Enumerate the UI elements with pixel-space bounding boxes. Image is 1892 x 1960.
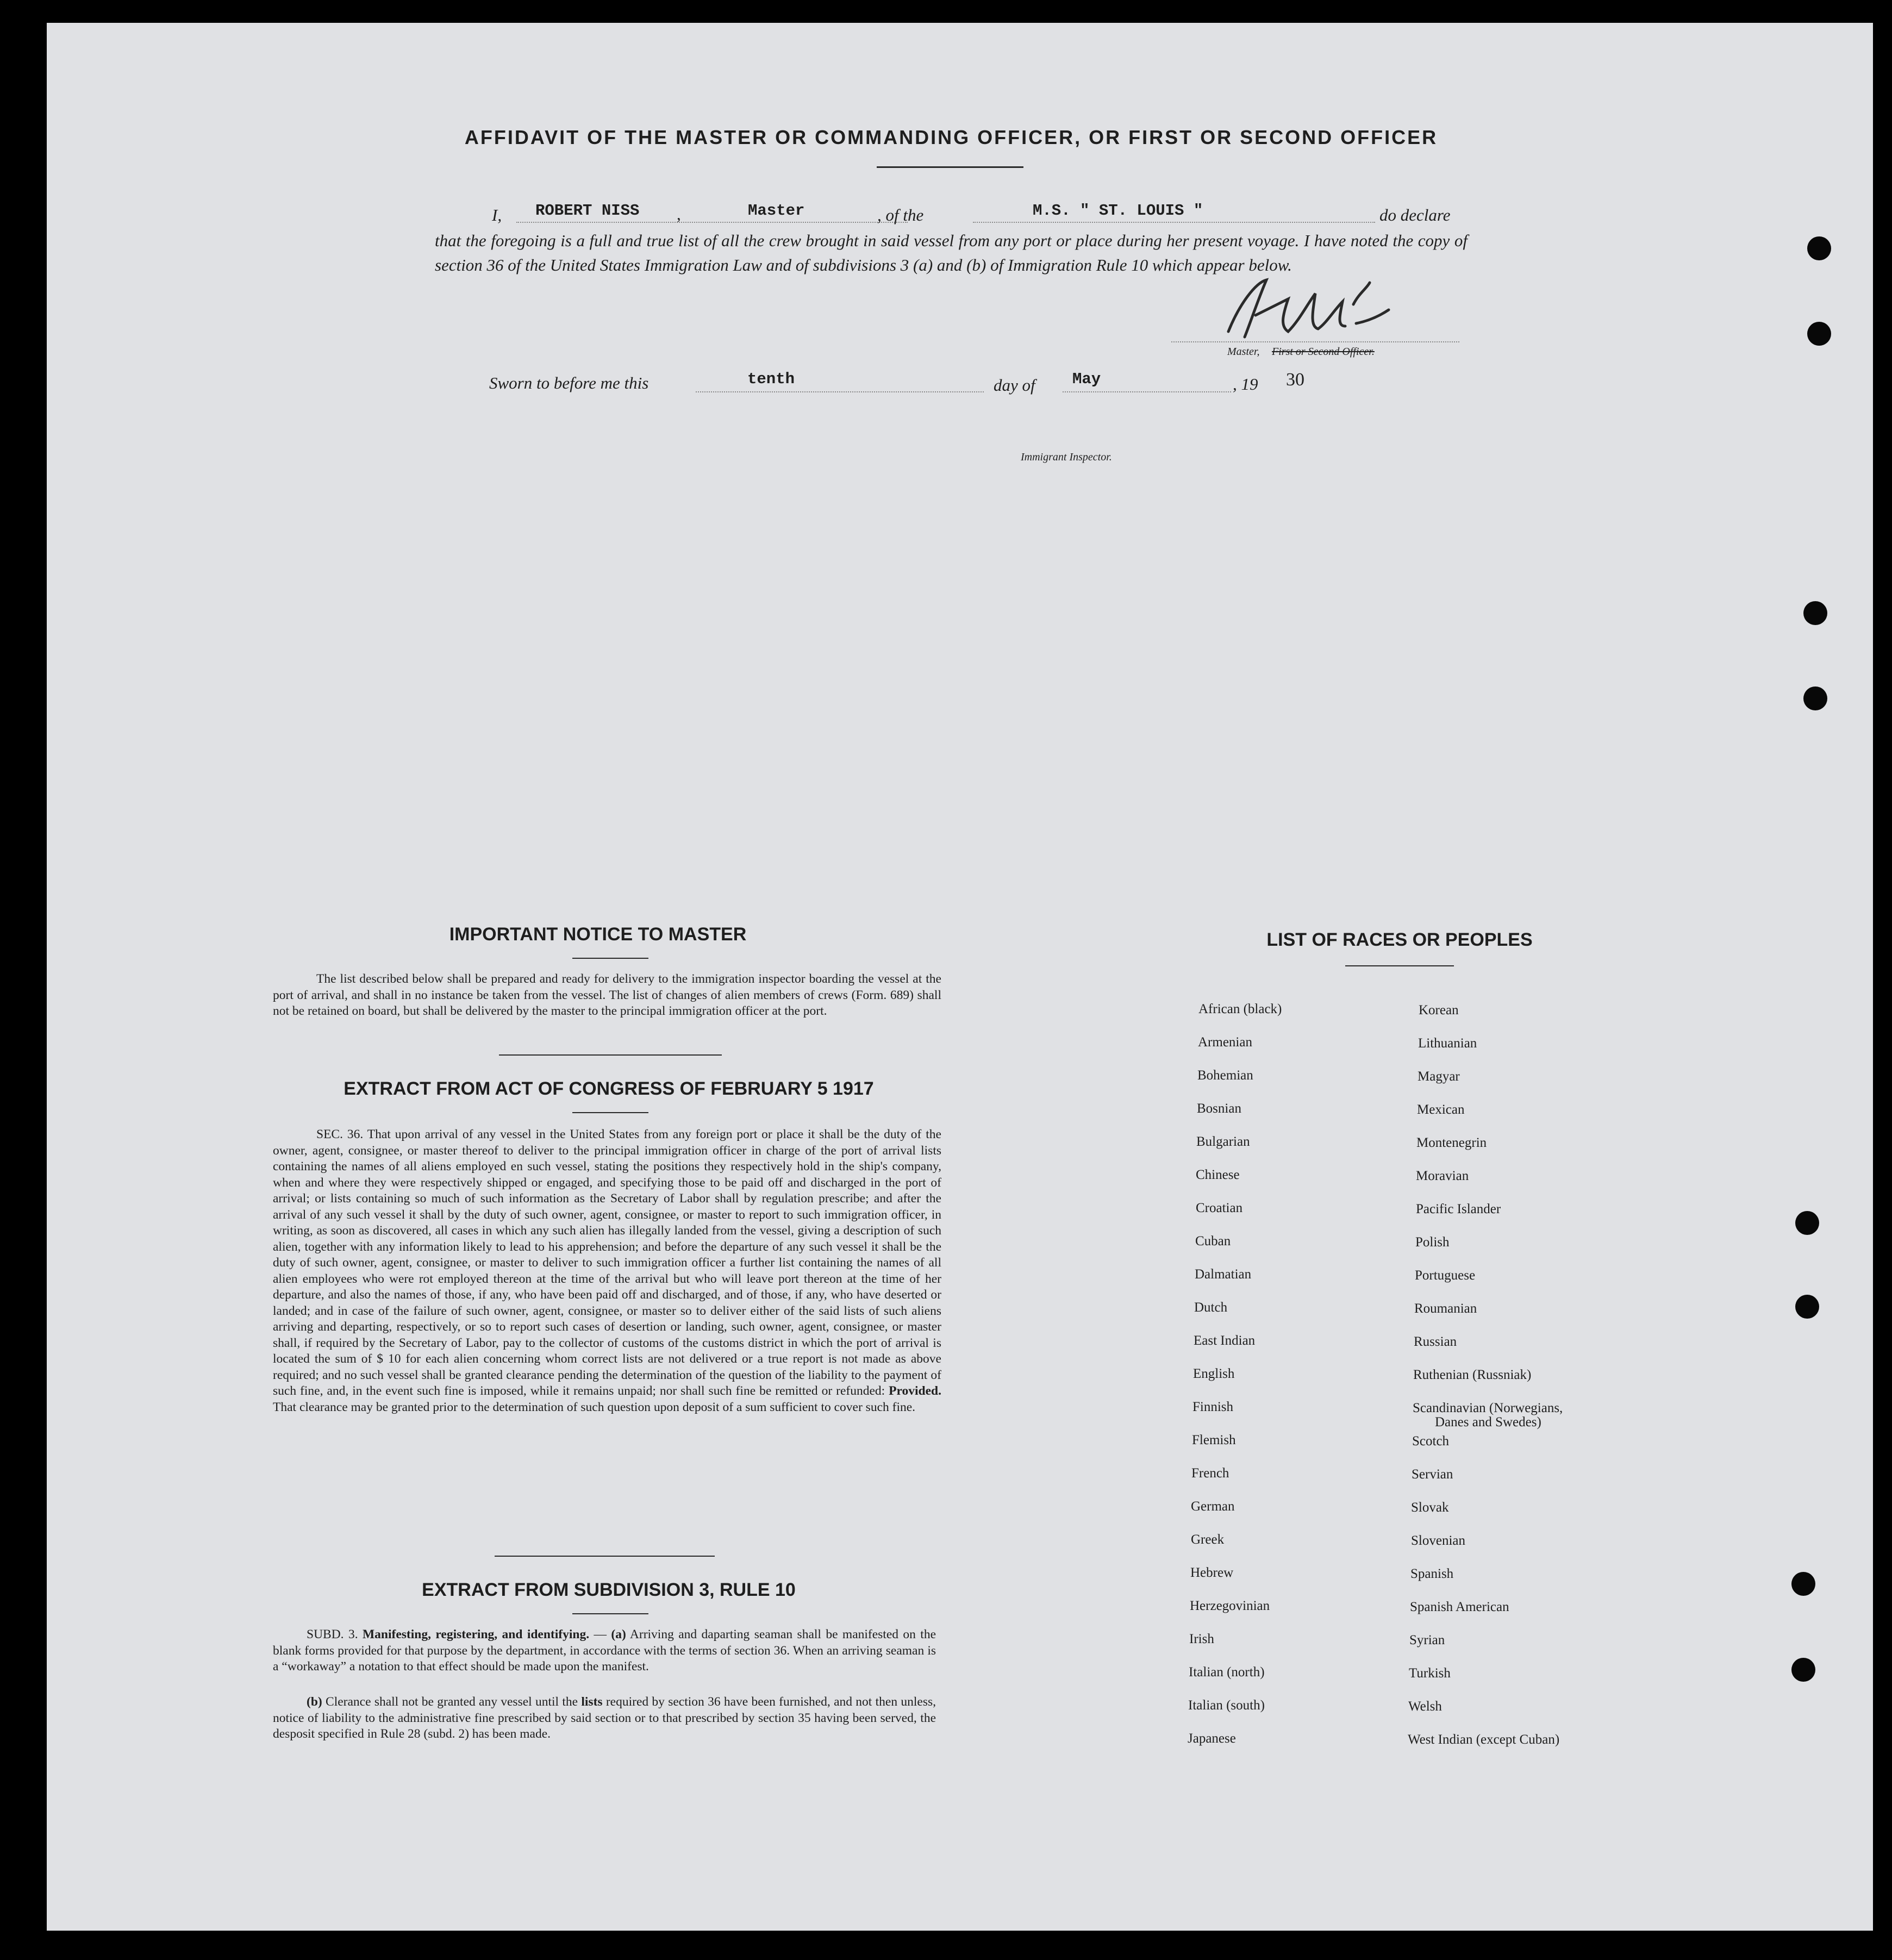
race-item: Pacific Islander [1416, 1202, 1501, 1216]
race-item: Flemish [1192, 1433, 1236, 1447]
day-of: day of [994, 376, 1035, 395]
b-lists: lists [581, 1695, 603, 1709]
sig-master-label: Master, [1227, 346, 1260, 358]
race-item: Dutch [1194, 1300, 1228, 1315]
race-item: Scandinavian (Norwegians, [1413, 1401, 1563, 1415]
subd-heading: Manifesting, registering, and identifying. [363, 1627, 590, 1641]
year-suffix: 30 [1286, 370, 1304, 390]
race-item: English [1193, 1366, 1235, 1381]
race-item: African (black) [1198, 1002, 1282, 1016]
race-item: Croatian [1196, 1201, 1243, 1215]
race-item: Mexican [1417, 1102, 1465, 1117]
race-item: Cuban [1195, 1234, 1231, 1249]
act-bottom-rule [495, 1556, 715, 1557]
punch-hole [1807, 236, 1831, 260]
punch-hole [1791, 1658, 1815, 1682]
race-item: Polish [1415, 1235, 1450, 1250]
punch-hole [1791, 1572, 1815, 1596]
title-rule [877, 166, 1023, 168]
punch-hole [1795, 1295, 1819, 1319]
inspector-label: Immigrant Inspector. [1021, 451, 1112, 463]
race-item: Magyar [1418, 1069, 1460, 1084]
race-item: Syrian [1409, 1633, 1445, 1647]
act-body: SEC. 36. That upon arrival of any vessel in the United States from any foreign port or place it shall be the duty of the owner, agent, consignee, or master thereof to deliver to the principal immigration officer in charge of the port of arrival lists containing the names of all aliens employed en such vessel, stating the positions they respectively hold in the ship's company, when and where they were respectively shipped or engaged, and specifying those to be paid off and discharged in the port of arrival; or lists containing so much of such information as the Secretary of Labor shall by regulation prescribe; and after the arrival of any such vessel it shall by the duty of such owner, agent, consignee, or master to report to such immigration officer, in writing, as soon as discovered, all cases in which any such alien has illegally landed from the vessel, giving a description of such alien, together with any information likely to lead to his apprehension; and before the departure of any such vessel it shall be the duty of such owner, agent, consignee, or master to deliver to such immigration officer a further list containing the names of all alien employees who were rot employed thereon at the time of the arrival but who will leave port thereon at the time of her departure, and also the names of those, if any, who have been paid off and discharged, and of those, if any, who have deserted or landed; and in case of the failure of such owner, agent, consignee, or master so to deliver either of the said lists of such aliens arriving and departing, respectively, or so to report such cases of desertion or landing, such owner, agent, consignee, or master shall, if required by the Secretary of Labor, pay to the collector of customs of the customs district in which the port of arrival is located the sum of $ 10 for each alien concerning whom correct lists are not delivered or a true report is not made as above required; and no such vessel shall be granted clearance pending the determination of the question of the liability to the payment of such fine, and, in the event such fine is imposed, while it remains unpaid; nor shall such fine be remitted or refunded: [273, 1127, 941, 1398]
b-label: (b) [307, 1695, 322, 1709]
rule10-title: EXTRACT FROM SUBDIVISION 3, RULE 10 [422, 1580, 796, 1600]
race-item: Italian (north) [1189, 1665, 1265, 1680]
race-item: Ruthenian (Russniak) [1413, 1368, 1532, 1382]
race-item: West Indian (except Cuban) [1408, 1732, 1560, 1747]
act-text [273, 1127, 941, 1415]
race-item: Roumanian [1414, 1301, 1477, 1316]
races-title: LIST OF RACES OR PEOPLES [1266, 929, 1533, 950]
race-item: Chinese [1196, 1168, 1240, 1182]
race-item: Montenegrin [1416, 1135, 1487, 1150]
race-item: Servian [1412, 1467, 1453, 1482]
race-item: Slovenian [1411, 1533, 1465, 1548]
race-item: Bulgarian [1196, 1134, 1250, 1149]
vessel-dotline [973, 222, 1375, 223]
act-title: EXTRACT FROM ACT OF CONGRESS OF FEBRUARY 5 1917 [344, 1078, 874, 1099]
a-label: (a) [611, 1627, 626, 1641]
name-dotline [516, 222, 908, 223]
month-dotline [1063, 391, 1231, 392]
year-prefix: , 19 [1233, 374, 1258, 394]
race-item: Portuguese [1415, 1268, 1476, 1283]
act-rule [572, 1112, 648, 1113]
race-item: Spanish American [1410, 1600, 1509, 1614]
sworn-day: tenth [747, 370, 795, 388]
race-item: Korean [1419, 1003, 1459, 1018]
rank: Master [748, 202, 805, 220]
act-body-end: That clearance may be granted prior to the determination of such question upon deposit of a sum sufficient to cover such fine. [273, 1400, 916, 1414]
affidavit-text: that the foregoing is a full and true list of all the crew brought in said vessel from any port or place during her present voyage. I have noted the copy of section 36 of the United States Immigration Law and of subdivisions 3 (a) and (b) of Immigration Rule 10 which appear below. [435, 231, 1468, 274]
sig-struck-label: First or Second Officer. [1272, 346, 1375, 358]
master-name: ROBERT NISS [535, 202, 640, 220]
race-item: Slovak [1411, 1500, 1449, 1515]
rule10-rule [572, 1613, 648, 1614]
race-item: Hebrew [1190, 1565, 1234, 1580]
notice-title: IMPORTANT NOTICE TO MASTER [449, 924, 747, 945]
sworn-month: May [1072, 370, 1101, 388]
i-label: I, [492, 205, 502, 224]
punch-hole [1803, 601, 1827, 625]
of-the: , of the [877, 205, 924, 224]
notice-text: The list described below shall be prepared and ready for delivery to the immigration inspector boarding the vessel at the port of arrival, and shall in no instance be taken from the vessel. The list of changes of alien members of crews (Form. 689) shall not be retained on board, but shall be delivered by the master to the principal immigration officer at the port. [273, 972, 941, 1018]
race-item: Bosnian [1197, 1101, 1241, 1116]
notice-bottom-rule [499, 1054, 722, 1056]
race-item: Russian [1414, 1334, 1457, 1349]
affidavit-title: AFFIDAVIT OF THE MASTER OR COMMANDING OFFICER, OR FIRST OR SECOND OFFICER [464, 126, 1438, 148]
race-item: Welsh [1408, 1699, 1442, 1714]
punch-hole [1795, 1211, 1819, 1235]
notice-rule [572, 958, 648, 959]
race-item: Japanese [1188, 1731, 1236, 1746]
do-declare: do declare [1379, 205, 1451, 224]
race-item: East Indian [1194, 1333, 1256, 1348]
race-item: Lithuanian [1418, 1036, 1477, 1051]
punch-hole [1807, 322, 1831, 346]
race-item: Herzegovinian [1190, 1599, 1270, 1613]
signature-dotline [1171, 341, 1459, 342]
race-item: Irish [1189, 1632, 1214, 1646]
race-item: Turkish [1409, 1666, 1451, 1681]
race-item-continuation: Danes and Swedes) [1435, 1415, 1541, 1430]
race-item: French [1191, 1466, 1229, 1481]
race-item: Bohemian [1197, 1068, 1253, 1083]
race-item: Greek [1191, 1532, 1225, 1547]
subd-dash: — [589, 1627, 611, 1641]
race-item: Moravian [1416, 1169, 1469, 1183]
race-item: Italian (south) [1188, 1698, 1265, 1713]
b-text2: required by section 36 have been furnished, and not then unless, notice of liability to the administrative fine prescribed by said section or to that prescribed by section 35 having been served, the desposit specified in Rule 28 (subd. 2) has been made. [273, 1695, 936, 1741]
a-text: Arriving and daparting seaman shall be manifested on the blank forms provided for that purpose by the department, in accordance with the terms of section 36. When an arriving seaman is a “workaway” a notation to that effect should be made upon the manifest. [273, 1627, 936, 1674]
rule10-text-a [273, 1627, 936, 1675]
day-dotline [696, 391, 984, 392]
race-item: Dalmatian [1195, 1267, 1252, 1282]
subd-label: SUBD. 3. [307, 1627, 358, 1641]
comma: , [677, 204, 681, 223]
races-rule [1345, 965, 1454, 966]
race-item: German [1191, 1499, 1235, 1514]
sworn-label: Sworn to before me this [489, 373, 649, 392]
race-item: Scotch [1412, 1434, 1450, 1449]
vessel-name: M.S. " ST. LOUIS " [1033, 202, 1203, 220]
race-item: Armenian [1198, 1035, 1252, 1050]
race-item: Spanish [1410, 1566, 1454, 1581]
b-text1: Clerance shall not be granted any vessel until the [322, 1695, 582, 1709]
rule10-text-b [273, 1694, 936, 1743]
punch-hole [1803, 686, 1827, 710]
act-provided: Provided. [889, 1384, 941, 1398]
race-item: Finnish [1192, 1400, 1234, 1414]
